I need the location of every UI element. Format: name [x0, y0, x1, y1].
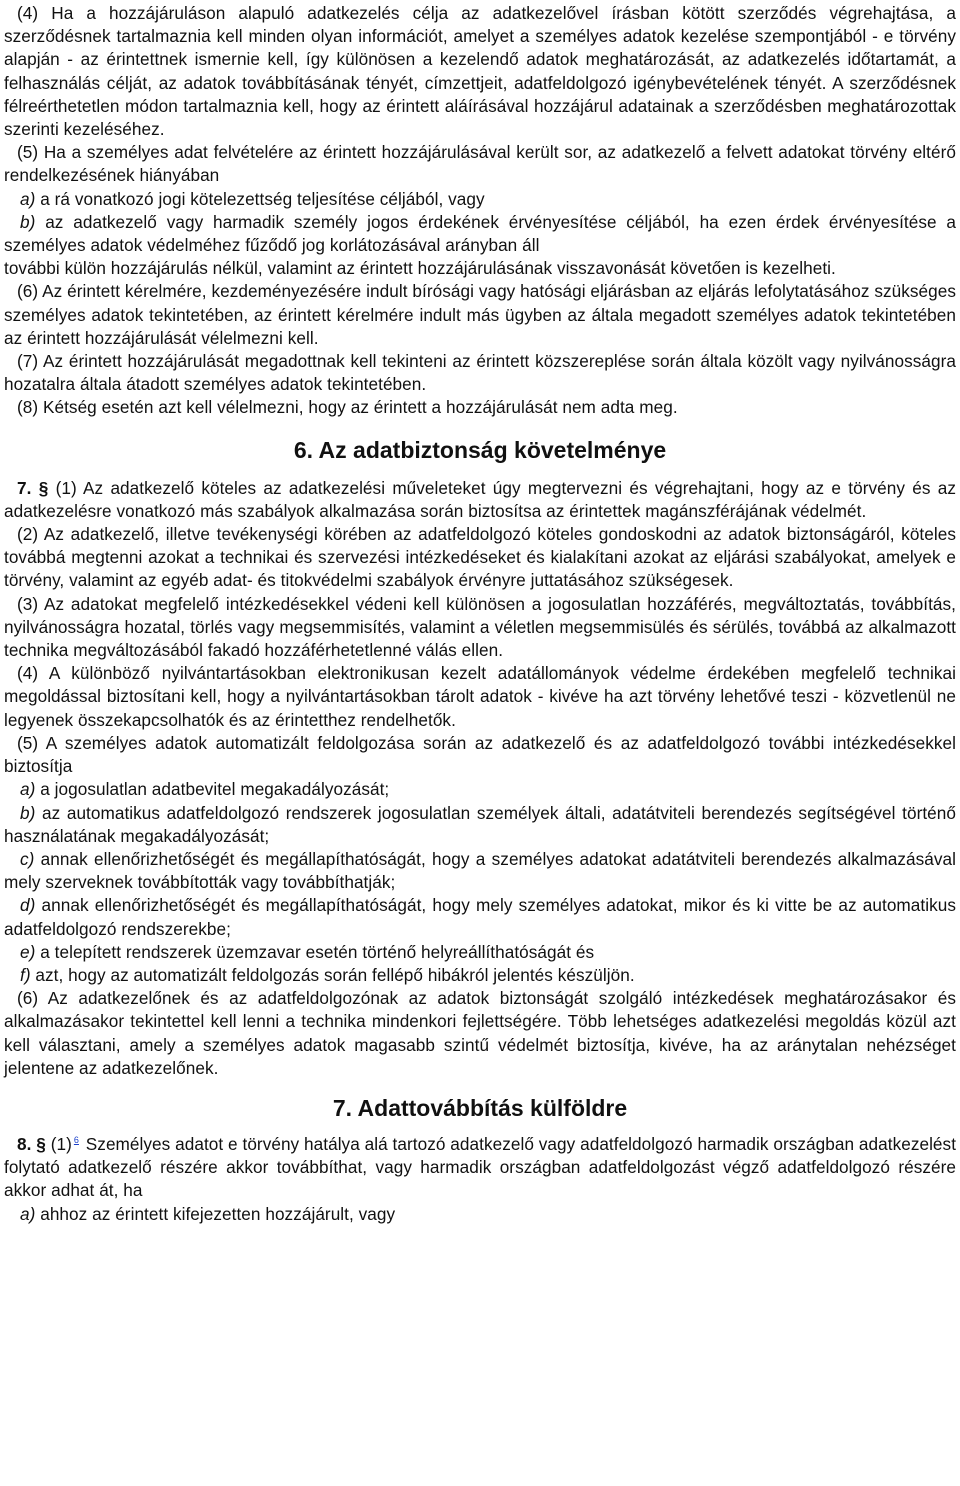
- paragraph-8: (8) Kétség esetén azt kell vélelmezni, hogy az érintett a hozzájárulását nem adta meg.: [17, 397, 678, 418]
- list-item-letter: f): [20, 964, 31, 985]
- section-7-paragraph-2: (2) Az adatkezelő, illetve tevékenységi körében az adatfeldolgozó köteles gondoskodni az adatok biztonságáról, köteles továbbá megtenni azokat a technikai és szervezési intézkedéseket és kialakítani azokat az eljárási szabályokat, amelyek e törvény, valamint az egyéb adat- és titokvédelmi szabályok érvényre juttatásához szükségesek.: [4, 524, 956, 591]
- section-8-text: Személyes adatot e törvény hatálya alá tartozó adatkezelő vagy adatfeldolgozó harmadik országban adatkezelést folytató adatkezelő részére akkor továbbíthat, vagy harmadik országban adatfeldolgozást végző adatfeldolgozó részére akkor adhat át, ha: [4, 1133, 957, 1201]
- list-item: [4, 1203, 956, 1226]
- list-item: [4, 848, 956, 894]
- list-item-letter: a): [20, 188, 36, 209]
- section-7-paragraph-6: (6) Az adatkezelőnek és az adatfeldolgozónak az adatok biztonságát szolgáló intézkedések meghatározásakor és alkalmazásakor tekintettel kell lenni a technika mindenkori fejlettségére. Több lehetséges adatkezelési megoldás közül azt kell választani, amely a személyes adatok magasabb szintű védelmét biztosítja, kivéve, ha az aránytalan nehézséget jelentene az adatkezelőnek.: [4, 988, 956, 1078]
- list-item-text: a jogosulatlan adatbevitel megakadályozását;: [35, 779, 390, 800]
- list-item-text: annak ellenőrizhetőségét és megállapíthatóságát, hogy mely személyes adatokat, mikor és ki vitte be az automatikus adatfeldolgozó rendszerekbe;: [4, 895, 956, 939]
- list-item-text: az automatikus adatfeldolgozó rendszerek jogosulatlan személyek általi, adatátviteli berendezés segítségével történő használatának megakadályozását;: [4, 802, 956, 846]
- section-7-paragraph-3: (3) Az adatokat megfelelő intézkedésekkel védeni kell különösen a jogosulatlan hozzáférés, megváltoztatás, továbbítás, nyilvánosságra hozatal, törlés vagy megsemmisítés, valamint a véletlen megsemmisülés és sérülés, továbbá az alkalmazott technika megváltozásából fakadó hozzáférhetetlenné válás ellen.: [4, 593, 956, 661]
- list-item: [4, 802, 956, 848]
- list-item-text: annak ellenőrizhetőségét és megállapíthatóságát, hogy a személyes adatokat adatátviteli berendezés alkalmazásával mely szerveknek továbbították vagy továbbíthatják;: [4, 848, 956, 893]
- paragraph-4: (4) Ha a hozzájáruláson alapuló adatkezelés célja az adatkezelővel írásban kötött szerződés végrehajtása, a szerződésnek tartalmaznia kell minden olyan információt, amelyet a személyes adatok kezelése szempontjából - e törvény alapján - az érintettnek ismernie kell, így különösen a kezelendő adatok meghatározását, az adatkezelés időtartamát, a felhasználás célját, az adatok továbbításának tényét, címzettjeit, adatfeldolgozó igénybevételének tényét. A szerződésnek félreérthetetlen módon tartalmaznia kell, hogy az érintett aláírásával hozzájárul adatainak a szerződésben meghatározottak szerinti kezeléséhez.: [4, 3, 956, 140]
- paragraph-5: (5) Ha a személyes adat felvételére az érintett hozzájárulásával került sor, az adatkezelő a felvett adatokat törvény eltérő rendelkezésének hiányában: [4, 142, 956, 186]
- list-item: [4, 778, 956, 801]
- list-item-letter: d): [20, 895, 36, 916]
- section-heading-6: 6. Az adatbiztonság követelménye: [293, 436, 667, 463]
- list-item-letter: b): [20, 802, 36, 823]
- footnote-link[interactable]: 6: [73, 1135, 79, 1146]
- list-item: [4, 211, 956, 257]
- list-item-letter: e): [20, 941, 36, 962]
- list-item-letter: a): [20, 1203, 36, 1224]
- list-item-text: azt, hogy az automatizált feldolgozás során fellépő hibákról jelentés készüljön.: [30, 964, 635, 985]
- section-7-text: (1) Az adatkezelő köteles az adatkezelési műveleteket úgy megtervezni és végrehajtani, hogy az e törvény és az adatkezelésre vonatkozó más szabályok alkalmazása során biztosítsa az érintettek magánszférájának védelmét.: [4, 477, 956, 521]
- section-8-prefix: (1): [45, 1133, 72, 1154]
- list-item-letter: a): [20, 779, 36, 800]
- section-7-paragraph-1: [4, 477, 956, 523]
- list-item-text: a rá vonatkozó jogi kötelezettség teljesítése céljából, vagy: [35, 188, 485, 209]
- paragraph-7: (7) Az érintett hozzájárulását megadottnak kell tekinteni az érintett közszereplése során általa közölt vagy nyilvánosságra hozatalra általa átadott személyes adatok tekintetében.: [4, 351, 956, 395]
- list-item-text: ahhoz az érintett kifejezetten hozzájárult, vagy: [35, 1203, 396, 1224]
- section-8-paragraph-1: [4, 1133, 956, 1203]
- section-number: 8. §: [17, 1133, 46, 1154]
- list-item: [4, 964, 956, 987]
- section-7-paragraph-4: (4) A különböző nyilvántartásokban elektronikusan kezelt adatállományok védelme érdekében megfelelő technikai megoldással biztosítani kell, hogy a nyilvántartásokban tárolt adatok - kivéve ha azt törvény lehetővé teszi - közvetlenül ne legyenek összekapcsolhatók és az érintetthez rendelhetők.: [4, 663, 956, 730]
- list-item: [4, 941, 956, 964]
- list-item-text: az adatkezelő vagy harmadik személy jogos érdekének érvényesítése céljából, ha ezen érdek érvényesítése a személyes adatok védelméhez fűződő jog korlátozásával arányban áll: [4, 211, 956, 256]
- list-item: [4, 894, 956, 940]
- paragraph-6: (6) Az érintett kérelmére, kezdeményezésére indult bírósági vagy hatósági eljárásban az eljárás lefolytatásához szükséges személyes adatok tekintetében, az érintett kérelmére indult más ügyben az általa megadott személyes adatok tekintetében az érintett hozzájárulását vélelmezni kell.: [4, 281, 956, 348]
- list-item-letter: c): [20, 848, 35, 869]
- list-item-text: a telepített rendszerek üzemzavar esetén történő helyreállíthatóságát és: [35, 941, 595, 962]
- paragraph-5-continuation: további külön hozzájárulás nélkül, valamint az érintett hozzájárulásának visszavonását követően is kezelheti.: [4, 258, 836, 279]
- list-item: [4, 188, 956, 211]
- document-page: [4, 2, 956, 1226]
- section-heading-7: 7. Adattovábbítás külföldre: [332, 1094, 628, 1121]
- list-item-letter: b): [20, 211, 36, 232]
- section-7-paragraph-5: (5) A személyes adatok automatizált feldolgozása során az adatkezelő és az adatfeldolgozó további intézkedésekkel biztosítja: [4, 732, 956, 777]
- section-number: 7. §: [17, 477, 49, 498]
